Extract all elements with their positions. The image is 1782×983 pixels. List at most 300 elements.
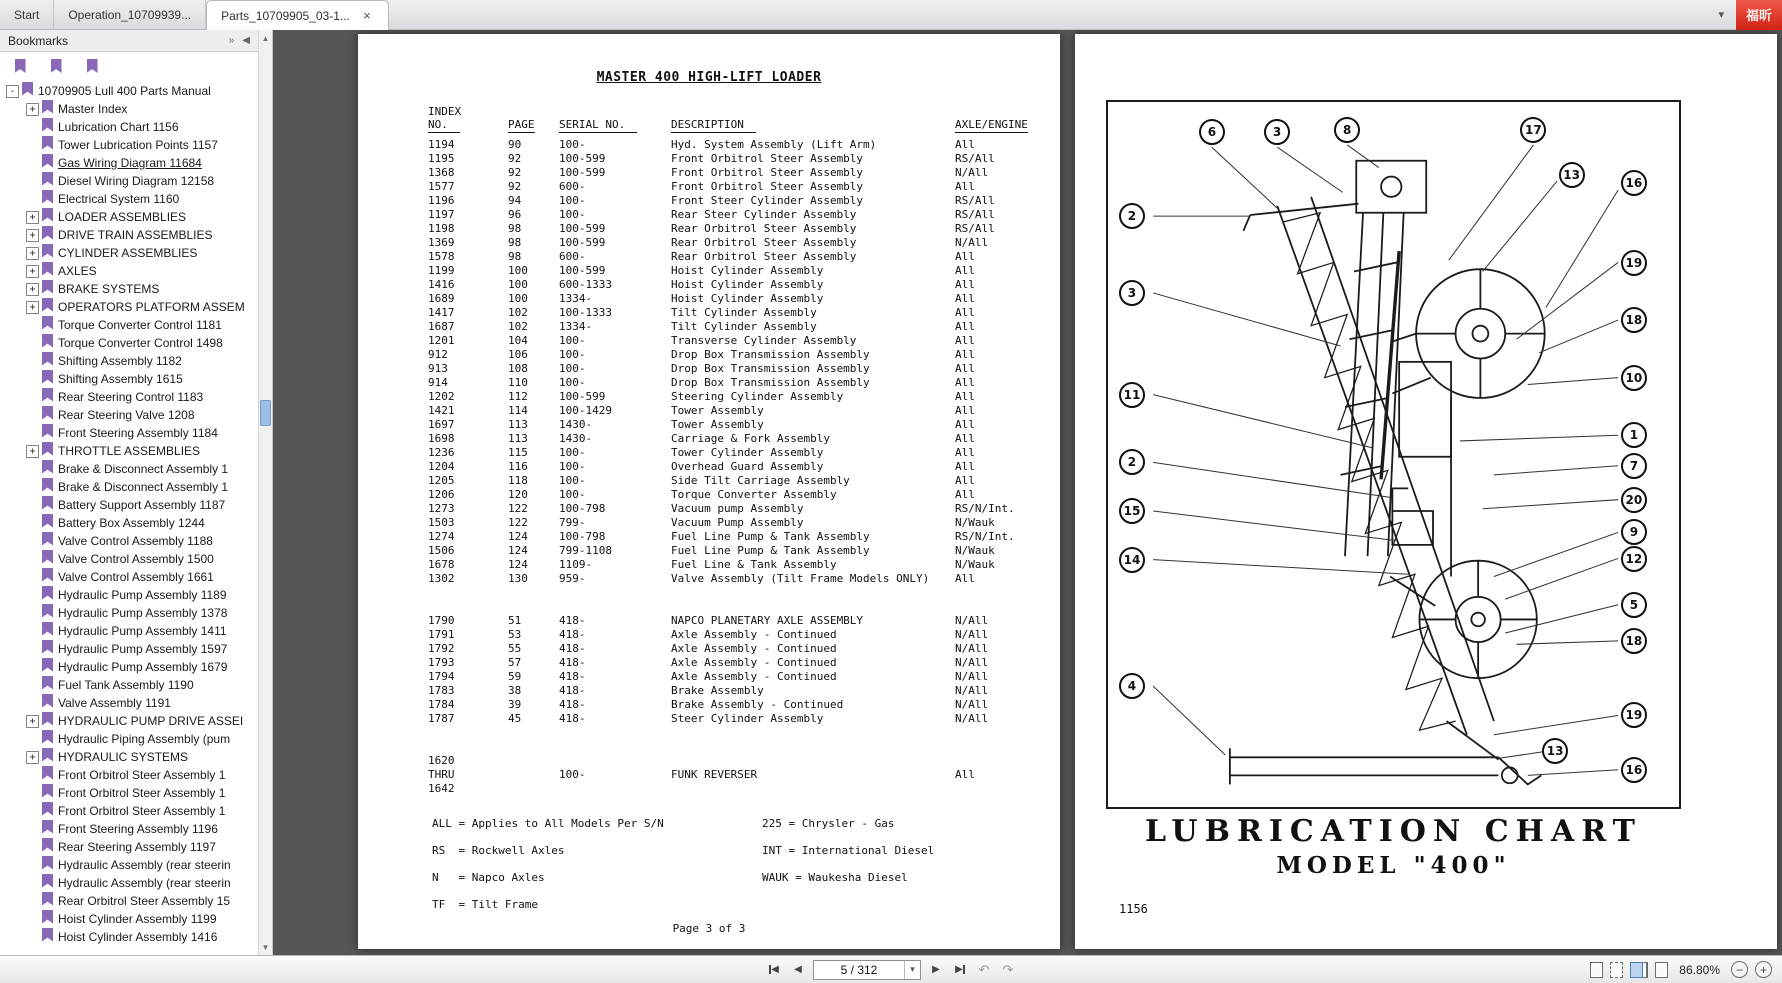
cell-serial-no: 100-798 [559,530,606,543]
bookmark-item[interactable] [0,532,258,550]
scroll-up-icon[interactable]: ▲ [261,33,270,43]
bookmark-item[interactable] [0,838,258,856]
bookmark-icon [42,532,53,550]
expand-toggle-icon[interactable]: + [26,103,39,116]
bookmark-item[interactable] [0,568,258,586]
expand-toggle-icon[interactable]: + [26,751,39,764]
parts-row [428,208,1059,222]
bookmark-item[interactable] [0,388,258,406]
bookmark-icon [42,226,53,244]
previous-view-button[interactable]: ↶ [978,961,990,977]
cell-index-no: 1783 [428,684,455,697]
bookmark-item[interactable] [0,802,258,820]
cell-page: 130 [508,572,528,585]
cell-serial-no: 1334- [559,292,593,305]
expand-toggle-icon[interactable]: + [26,283,39,296]
cell-page: 113 [508,432,528,445]
cell-index-no: 1421 [428,404,455,417]
bookmark-icon [42,694,53,712]
bookmark-label[interactable]: Hydraulic Pump Assembly 1597 [58,642,228,656]
bookmark-label[interactable]: Front Orbitrol Steer Assembly 1 [58,804,226,818]
bookmark-label[interactable]: Hydraulic Pump Assembly 1679 [58,660,228,674]
bookmark-label[interactable]: HYDRAULIC PUMP DRIVE ASSEI [58,714,244,728]
bookmark-item[interactable] [0,154,258,172]
cell-serial-no: 100- [559,474,586,487]
cell-axle-engine [955,600,1059,614]
cell-page: 100 [508,292,528,305]
document-tab[interactable] [206,0,389,30]
parts-row [428,586,1059,600]
collapse-panel-icon[interactable]: ◀ [242,35,250,46]
cell-page: 104 [508,334,528,347]
cell-page: 98 [508,236,522,249]
cell-axle-engine: All [955,488,975,501]
document-tab[interactable] [0,0,54,29]
cell-description: Brake Assembly - Continued [671,698,844,711]
bookmark-label[interactable]: Front Steering Assembly 1184 [58,426,218,440]
callout-number: 18 [1625,312,1643,327]
cell-description: Front Orbitrol Steer Assembly [671,180,864,193]
bookmark-icon [42,892,53,910]
bookmark-item[interactable] [0,352,258,370]
bookmark-label[interactable]: Hydraulic Piping Assembly (pum [58,732,231,746]
bookmark-item[interactable] [0,244,258,262]
bookmark-item[interactable] [0,424,258,442]
bookmark-label[interactable]: Front Orbitrol Steer Assembly 1 [58,768,226,782]
book-view-icon[interactable] [1655,962,1668,978]
bookmark-icon [42,118,53,136]
bookmark-item[interactable] [0,496,258,514]
bookmark-label[interactable]: CYLINDER ASSEMBLIES [58,246,198,260]
expand-toggle-icon[interactable]: + [26,229,39,242]
parts-row [428,474,1059,488]
bookmark-label[interactable]: Valve Control Assembly 1188 [58,534,213,548]
diagram-callout [1621,757,1647,783]
bookmark-item[interactable] [0,136,258,154]
diagram-callout [1621,453,1647,479]
bookmark-item[interactable] [0,694,258,712]
bookmark-item[interactable] [0,298,258,316]
bookmark-label[interactable]: LOADER ASSEMBLIES [58,210,187,224]
bookmark-item[interactable] [0,118,258,136]
legend-line: ALL = Applies to All Models Per S/N [432,817,664,830]
scrollbar-thumb[interactable] [260,400,271,426]
document-viewer[interactable] [273,30,1782,955]
loader-machine-drawing [1108,102,1679,807]
bookmark-icon [42,748,53,766]
cell-axle-engine: All [955,446,975,459]
callout-number: 3 [1272,125,1282,140]
diagram-title: LUBRICATION CHART [1144,814,1643,849]
document-tabs [0,0,389,29]
diagram-subtitle: MODEL "400" [1276,852,1511,879]
cell-axle-engine: N/All [955,684,989,697]
parts-row [428,558,1059,572]
cell-page: 55 [508,642,522,655]
bookmark-item[interactable] [0,262,258,280]
next-view-button[interactable]: ↷ [1002,961,1014,977]
parts-row [428,334,1059,348]
bookmark-label[interactable]: Diesel Wiring Diagram 12158 [58,174,215,188]
zoom-in-button[interactable]: + [1755,961,1772,978]
bookmark-label[interactable]: Hydraulic Assembly (rear steerin [58,876,231,890]
bookmark-item[interactable] [0,892,258,910]
cell-serial-no: 418- [559,642,586,655]
bookmark-label[interactable]: OPERATORS PLATFORM ASSEM [58,300,245,314]
bookmark-label[interactable]: Hydraulic Pump Assembly 1189 [58,588,227,602]
bookmark-icon [42,172,53,190]
parts-row [428,754,1059,768]
bookmark-item[interactable] [0,280,258,298]
cell-serial-no: 100- [559,334,586,347]
expand-toggle-icon[interactable]: + [26,301,39,314]
cell-description: Carriage & Fork Assembly [671,432,830,445]
cell-index-no: 1199 [428,264,455,277]
tab-label: Operation_10709939... [68,7,192,22]
cell-serial-no: 1430- [559,418,593,431]
cell-axle-engine: RS/N/Int. [955,530,1015,543]
cell-index-no: 1195 [428,152,455,165]
page-number-value[interactable]: 5 / 312 [840,962,878,977]
cell-axle-engine: N/All [955,166,989,179]
bookmark-item[interactable] [0,874,258,892]
bookmark-label[interactable]: Rear Steering Assembly 1197 [58,840,216,854]
bookmark-options-icon[interactable] [82,56,102,76]
bookmark-label[interactable]: Shifting Assembly 1182 [58,354,182,368]
cell-description: Brake Assembly [671,684,764,697]
bookmark-label[interactable]: DRIVE TRAIN ASSEMBLIES [58,228,213,242]
page-dropdown-icon[interactable]: ▾ [904,961,920,979]
cell-axle-engine: RS/All [955,152,995,165]
cell-page: 96 [508,208,522,221]
bookmark-item[interactable] [0,640,258,658]
cell-serial-no [559,782,671,796]
bookmark-item[interactable] [0,622,258,640]
bookmark-item[interactable] [0,82,258,100]
diagram-page-number: 1156 [1119,902,1148,916]
bookmark-item[interactable] [0,190,258,208]
bookmark-icon [42,730,53,748]
bookmark-icon [42,910,53,928]
expand-toggle-icon[interactable]: - [6,85,19,98]
bookmark-item[interactable] [0,478,258,496]
cell-description: Drop Box Transmission Assembly [671,362,870,375]
parts-row [428,628,1059,642]
cell-description: Fuel Line & Tank Assembly [671,558,837,571]
bookmark-label[interactable]: Hydraulic Assembly (rear steerin [58,858,231,872]
bookmark-label[interactable]: Gas Wiring Diagram 11684 [58,156,202,170]
diagram-callout [1520,117,1546,143]
cell-axle-engine: All [955,390,975,403]
bookmarks-toolbar [0,52,258,80]
single-page-view-icon[interactable] [1590,962,1603,978]
bookmark-icon [42,586,53,604]
cell-description: Rear Orbitrol Steer Assembly [671,250,857,263]
parts-row [428,460,1059,474]
bookmark-label[interactable]: Hydraulic Pump Assembly 1378 [58,606,228,620]
expand-toggle-icon[interactable]: + [26,445,39,458]
cell-axle-engine: RS/All [955,208,995,221]
diagram-callout [1334,117,1360,143]
cell-index-no: 1236 [428,446,455,459]
page-navigation [765,960,1017,980]
callout-number: 19 [1625,255,1643,270]
bookmark-item[interactable] [0,208,258,226]
bookmark-icon [42,550,53,568]
bookmark-label[interactable]: Rear Steering Valve 1208 [58,408,195,422]
diagram-callout [1119,449,1145,475]
bookmark-label[interactable]: Battery Box Assembly 1244 [58,516,205,530]
bookmark-label[interactable]: Lubrication Chart 1156 [58,120,179,134]
cell-axle-engine: All [955,334,975,347]
bookmark-item[interactable] [0,100,258,118]
bookmark-icon [42,460,53,478]
bookmark-item[interactable] [0,820,258,838]
parts-row [428,600,1059,614]
cell-page: 100 [508,264,528,277]
parts-row [428,516,1059,530]
first-page-button[interactable]: ◀ [771,964,779,975]
cell-description: Tower Assembly [671,418,764,431]
cell-serial-no [559,740,671,754]
bookmark-item[interactable] [0,226,258,244]
bookmark-icon [42,838,53,856]
callout-number: 6 [1207,125,1217,140]
bookmark-label[interactable]: Valve Control Assembly 1661 [58,570,214,584]
bookmark-label[interactable]: AXLES [58,264,97,278]
cell-axle-engine: N/All [955,236,989,249]
cell-page: 51 [508,614,522,627]
bookmark-item[interactable] [0,856,258,874]
bookmark-item[interactable] [0,550,258,568]
cell-page: 113 [508,418,528,431]
zoom-out-button[interactable]: − [1731,961,1748,978]
diagram-callout [1559,162,1585,188]
bookmark-label[interactable]: Rear Steering Control 1183 [58,390,204,404]
cell-index-no: 1577 [428,180,455,193]
cell-serial-no: 100-1333 [559,306,612,319]
cell-index-no: 1503 [428,516,455,529]
cell-index-no: 1698 [428,432,455,445]
parts-row [428,250,1059,264]
cell-page: 45 [508,712,522,725]
cell-page: 53 [508,628,522,641]
bookmark-icon [42,424,53,442]
cell-page [508,754,559,768]
bookmark-label[interactable]: Torque Converter Control 1181 [58,318,222,332]
bookmark-icon [42,658,53,676]
parts-row [428,726,1059,740]
document-tab[interactable] [54,0,206,29]
cell-page: 106 [508,348,528,361]
cell-description: Vacuum pump Assembly [671,502,804,515]
cell-description: Transverse Cylinder Assembly [671,334,857,347]
cell-page: 100 [508,278,528,291]
cell-index-no [428,726,508,740]
callout-number: 3 [1127,286,1137,301]
callout-number: 7 [1629,458,1639,473]
bookmark-label[interactable]: Brake & Disconnect Assembly 1 [58,462,229,476]
cell-page [508,740,559,754]
bookmark-label[interactable]: Front Orbitrol Steer Assembly 1 [58,786,226,800]
bookmark-item[interactable] [0,784,258,802]
last-page-button[interactable]: ▶ [955,964,963,975]
bookmark-icon [42,190,53,208]
bookmark-label[interactable]: Shifting Assembly 1615 [58,372,183,386]
bookmark-label[interactable]: Fuel Tank Assembly 1190 [58,678,194,692]
facing-view-icon[interactable] [1630,962,1643,978]
bookmark-label[interactable]: Hydraulic Pump Assembly 1411 [58,624,227,638]
cell-axle-engine: N/All [955,642,989,655]
bookmark-item[interactable] [0,334,258,352]
bookmark-item[interactable] [0,172,258,190]
foxit-brand-badge[interactable]: 福昕 [1736,0,1782,30]
expand-toggle-icon[interactable]: + [26,265,39,278]
bookmark-label[interactable]: Hoist Cylinder Assembly 1199 [58,912,217,926]
parts-table-header [428,101,1059,133]
cell-index-no: 912 [428,348,448,361]
bookmark-item[interactable] [0,442,258,460]
bookmark-label[interactable]: THROTTLE ASSEMBLIES [58,444,201,458]
bookmark-icon [42,928,53,946]
bookmark-icon [42,874,53,892]
cell-index-no: 1417 [428,306,455,319]
parts-row [428,432,1059,446]
bookmark-label[interactable]: Hoist Cylinder Assembly 1416 [58,930,218,944]
cell-page [508,782,559,796]
bookmark-item[interactable] [0,514,258,532]
bookmark-item[interactable] [0,586,258,604]
next-page-button[interactable]: ▶ [932,964,940,975]
bookmark-item[interactable] [0,730,258,748]
bookmark-label[interactable]: Battery Support Assembly 1187 [58,498,226,512]
parts-row [428,404,1059,418]
bookmark-label[interactable]: Valve Control Assembly 1500 [58,552,214,566]
cell-serial-no [559,600,671,614]
bookmark-label[interactable]: Master Index [58,102,128,116]
cell-axle-engine: RS/All [955,194,995,207]
bookmark-label[interactable]: Torque Converter Control 1498 [58,336,223,350]
cell-axle-engine: N/All [955,712,989,725]
zoom-level[interactable]: 86.80% [1679,962,1720,977]
bookmark-item[interactable] [0,766,258,784]
bookmark-item[interactable] [0,316,258,334]
bookmark-icon [42,262,53,280]
previous-page-button[interactable]: ◀ [794,964,802,975]
cell-page: 39 [508,698,522,711]
cell-description: NAPCO PLANETARY AXLE ASSEMBLY [671,614,864,627]
bookmark-label[interactable]: HYDRAULIC SYSTEMS [58,750,189,764]
parts-row [428,446,1059,460]
cell-serial-no: 100- [559,768,586,781]
collapse-bookmarks-icon[interactable] [46,56,66,76]
cell-index-no: 1678 [428,558,455,571]
bookmark-item[interactable] [0,676,258,694]
diagram-callout [1621,250,1647,276]
cell-page: 114 [508,404,528,417]
tab-list-chevron-icon[interactable]: ▾ [1718,9,1724,21]
callout-number: 12 [1625,551,1643,566]
tab-close-icon[interactable]: × [363,7,371,23]
bookmark-icon [42,298,53,316]
cell-index-no: 1792 [428,642,455,655]
bookmark-item[interactable] [0,910,258,928]
cell-index-no: 1206 [428,488,455,501]
bookmarks-scrollbar[interactable] [259,30,273,955]
scroll-down-icon[interactable]: ▼ [261,942,270,952]
col-axle-engine: AXLE/ENGINE [955,118,1028,131]
bookmark-item[interactable] [0,406,258,424]
bookmark-item[interactable] [0,370,258,388]
cell-serial-no: 100-599 [559,264,606,277]
bookmark-item[interactable] [0,712,258,730]
expand-toggle-icon[interactable]: + [26,715,39,728]
bookmark-item[interactable] [0,604,258,622]
cell-page: 120 [508,488,528,501]
cell-description: Torque Converter Assembly [671,488,837,501]
bookmark-item[interactable] [0,658,258,676]
cell-serial-no [559,586,671,600]
bookmark-icon [42,640,53,658]
expand-toggle-icon[interactable]: + [26,247,39,260]
cell-serial-no: 100- [559,194,586,207]
bookmark-item[interactable] [0,748,258,766]
cell-axle-engine: All [955,572,975,585]
cell-page: 102 [508,320,528,333]
parts-row [428,320,1059,334]
cell-description: Rear Orbitrol Steer Assembly [671,222,857,235]
cell-serial-no: 100-599 [559,222,606,235]
parts-row [428,712,1059,726]
cell-index-no: 1369 [428,236,455,249]
bookmark-icon [42,406,53,424]
cell-axle-engine: N/All [955,698,989,711]
cell-axle-engine: All [955,320,975,333]
bookmark-label[interactable]: 10709905 Lull 400 Parts Manual [38,84,211,98]
bookmark-label[interactable]: Rear Orbitrol Steer Assembly 15 [58,894,231,908]
bookmark-label[interactable]: Brake & Disconnect Assembly 1 [58,480,229,494]
main-content [0,30,1782,955]
callout-number: 16 [1625,176,1643,191]
cell-index-no: 1793 [428,656,455,669]
diagram-callout [1119,280,1145,306]
cell-index-no: 1198 [428,222,455,235]
bookmark-label[interactable]: Front Steering Assembly 1196 [58,822,218,836]
bookmark-label[interactable]: Valve Assembly 1191 [58,696,171,710]
bookmark-label[interactable]: Electrical System 1160 [58,192,180,206]
panel-menu-icon[interactable]: » [228,35,235,46]
expand-toggle-icon[interactable]: + [26,211,39,224]
col-page: PAGE [508,118,535,131]
cell-axle-engine: All [955,348,975,361]
bookmark-item[interactable] [0,460,258,478]
cell-axle-engine: All [955,278,975,291]
expand-bookmarks-icon[interactable] [10,56,30,76]
cell-description [671,600,955,614]
cell-page: 110 [508,376,528,389]
cell-serial-no [559,754,671,768]
cell-serial-no: 418- [559,628,586,641]
continuous-view-icon[interactable] [1610,962,1623,978]
cell-description [671,586,955,600]
page-number-input[interactable] [813,960,921,980]
cell-serial-no: 100-1429 [559,404,612,417]
bookmark-label[interactable]: BRAKE SYSTEMS [58,282,160,296]
bookmark-label[interactable]: Tower Lubrication Points 1157 [58,138,218,152]
bookmark-item[interactable] [0,928,258,946]
cell-index-no: 1791 [428,628,455,641]
callout-number: 17 [1525,123,1542,138]
